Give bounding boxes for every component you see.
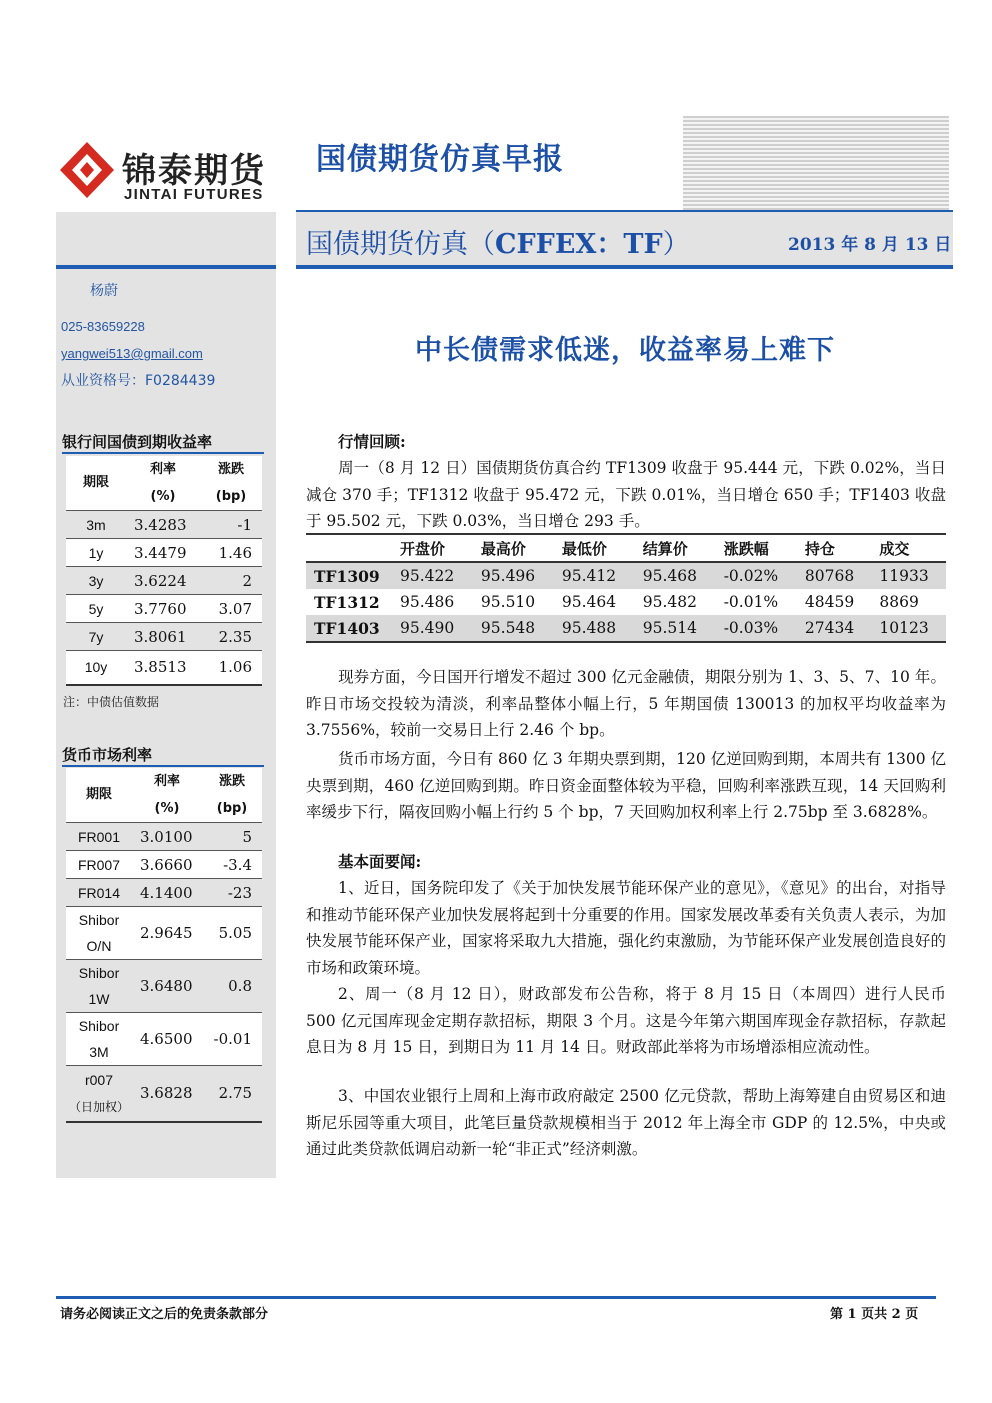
yield-table xyxy=(66,456,262,686)
spot-paragraph xyxy=(306,664,946,744)
contract-code: TF1312 xyxy=(314,592,380,612)
cell: 48459 xyxy=(804,593,855,611)
money-table-title: 货币市场利率 xyxy=(62,746,153,764)
rate: 3.4283 xyxy=(126,511,200,539)
news-paragraph-1 xyxy=(306,875,946,981)
yield-h-term: 期限 xyxy=(82,475,109,490)
change: 5.05 xyxy=(202,907,262,960)
fund-title: 基本面要闻: xyxy=(338,852,422,871)
table-row xyxy=(66,851,262,879)
cell: 95.496 xyxy=(473,562,554,589)
table-row xyxy=(306,562,946,589)
news-paragraph-3 xyxy=(306,1083,946,1163)
money-h-term: 期限 xyxy=(85,787,112,802)
rate: 3.6480 xyxy=(132,960,202,1013)
table-row xyxy=(66,960,262,1013)
term: 10y xyxy=(66,651,126,685)
term xyxy=(66,1066,132,1122)
rate: 3.7760 xyxy=(126,595,200,623)
yield-h-rate-unit: (%) xyxy=(150,488,176,504)
table-row xyxy=(66,651,262,685)
rate: 3.6224 xyxy=(126,567,200,595)
subtitle-code: CFFEX：TF xyxy=(495,229,663,260)
term: 3m xyxy=(66,511,126,539)
term xyxy=(66,1013,132,1066)
term-line1: Shibor xyxy=(78,912,120,928)
money-table-rule xyxy=(62,765,264,767)
news-text: 3、中国农业银行上周和上海市政府敲定 2500 亿元贷款，帮助上海筹建自由贸易区和迪斯尼乐园等重大项目，此笔巨量贷款规模相当于 2012 年上海全市 GDP 的 12.5%，中央或通过此类贷款低调启动新一轮“非正式”经济刺激。 xyxy=(306,1087,946,1158)
cell: 80768 xyxy=(797,562,872,589)
company-name-en: JINTAI FUTURES xyxy=(124,186,264,203)
cell: 27434 xyxy=(797,615,872,642)
col-header: 成交 xyxy=(871,534,946,562)
table-row xyxy=(66,1013,262,1066)
report-title: 国债期货仿真早报 xyxy=(316,142,564,177)
change: 1.06 xyxy=(200,651,262,685)
yield-h-rate: 利率 xyxy=(149,461,176,477)
author-phone: 025-83659228 xyxy=(61,319,145,334)
cell: -0.01% xyxy=(723,593,779,611)
yield-table-rule xyxy=(62,452,264,454)
term xyxy=(66,907,132,960)
author-name: 杨蔚 xyxy=(90,283,118,299)
rate: 4.1400 xyxy=(132,879,202,907)
cell: 10123 xyxy=(871,615,946,642)
change: 2.75 xyxy=(202,1066,262,1122)
table-row xyxy=(66,567,262,595)
cell: 95.486 xyxy=(400,593,455,611)
cell: 95.412 xyxy=(554,562,635,589)
term-line1: r007 xyxy=(84,1071,114,1088)
col-header: 最高价 xyxy=(473,534,554,562)
cell: 95.464 xyxy=(561,593,617,611)
review-heading xyxy=(306,429,946,456)
rate: 2.9645 xyxy=(132,907,202,960)
change: 1.46 xyxy=(200,539,262,567)
rate: 3.4479 xyxy=(126,539,200,567)
yield-note: 注：中债估值数据 xyxy=(63,695,160,709)
change: 5 xyxy=(202,823,262,851)
term-line2: O/N xyxy=(86,938,112,954)
report-subtitle xyxy=(306,222,690,261)
author-cert: 从业资格号：F0284439 xyxy=(61,373,216,389)
money-h-chg-unit: (bp) xyxy=(216,800,248,816)
money-h-chg: 涨跌 xyxy=(218,773,245,789)
cell: 11933 xyxy=(871,562,946,589)
change: 2 xyxy=(200,567,262,595)
term-line2: 3M xyxy=(89,1044,109,1060)
review-title: 行情回顾: xyxy=(338,432,406,451)
footer-page-number: 第 1 页共 2 页 xyxy=(830,1307,919,1322)
change: 0.8 xyxy=(202,960,262,1013)
table-row xyxy=(306,589,946,615)
headline: 中长债需求低迷，收益率易上难下 xyxy=(415,335,835,366)
col-header: 结算价 xyxy=(635,534,716,562)
money-table xyxy=(66,768,262,1123)
subtitle-end: ） xyxy=(662,229,690,260)
cell: 95.468 xyxy=(635,562,716,589)
change: -23 xyxy=(202,879,262,907)
table-row xyxy=(66,907,262,960)
term: FR001 xyxy=(66,823,132,851)
footer-disclaimer: 请务必阅读正文之后的免责条款部分 xyxy=(60,1307,269,1322)
cell: 95.510 xyxy=(480,593,536,611)
col-header: 持仓 xyxy=(797,534,872,562)
table-row xyxy=(66,623,262,651)
contract-code: TF1403 xyxy=(306,615,392,642)
news-text: 1、近日，国务院印发了《关于加快发展节能环保产业的意见》，《意见》的出台，对指导和推动节能环保产业加快发展将起到十分重要的作用。国家发展改革委有关负责人表示，为加快发展节能环保产业，国家将采取九大措施，强化约束激励，为节能环保产业发展创造良好的市场和政策环境。 xyxy=(306,879,946,977)
rate: 3.6828 xyxy=(132,1066,202,1122)
term: 3y xyxy=(66,567,126,595)
cell: 95.490 xyxy=(392,615,473,642)
cell: 95.422 xyxy=(392,562,473,589)
term: FR014 xyxy=(66,879,132,907)
change: -1 xyxy=(200,511,262,539)
news-paragraph-2 xyxy=(306,981,946,1061)
cell: 95.488 xyxy=(554,615,635,642)
cell: 95.514 xyxy=(635,615,716,642)
spot-text: 现券方面，今日国开行增发不超过 300 亿元金融债，期限分别为 1、3、5、7、10 年。昨日市场交投较为清淡，利率品整体小幅上行，5 年期国债 130013 的加权平均收益率为 3.7556%，较前一交易日上行 2.46 个 bp。 xyxy=(306,668,946,739)
cell: -0.03% xyxy=(716,615,797,642)
cell: 8869 xyxy=(879,593,919,611)
term: FR007 xyxy=(66,851,132,879)
term-line2: 1W xyxy=(88,991,110,1007)
money-h-rate: 利率 xyxy=(153,773,180,789)
author-email-link[interactable]: yangwei513@gmail.com xyxy=(61,346,203,361)
rate: 3.8513 xyxy=(126,651,200,685)
col-header xyxy=(306,534,392,562)
news-text: 2、周一（8 月 12 日），财政部发布公告称，将于 8 月 15 日（本周四）进行人民币 500 亿元国库现金定期存款招标，期限 3 个月。这是今年第六期国库现金存款招标，存款起息日为 8 月 15 日，到期日为 11 月 14 日。财政部此举将为市场增添相应流动性。 xyxy=(306,985,946,1056)
rate: 3.6660 xyxy=(132,851,202,879)
rate: 3.8061 xyxy=(126,623,200,651)
cell: 95.482 xyxy=(642,593,698,611)
table-row xyxy=(66,1066,262,1122)
term-line2: （日加权） xyxy=(68,1099,129,1114)
col-header: 涨跌幅 xyxy=(716,534,797,562)
contract-code: TF1309 xyxy=(306,562,392,589)
change: -3.4 xyxy=(202,851,262,879)
term-line1: Shibor xyxy=(78,965,120,981)
quotes-header-row xyxy=(306,534,946,562)
footer-rule xyxy=(56,1296,936,1299)
money-h-rate-unit: (%) xyxy=(154,800,180,816)
review-text: 周一（8 月 12 日）国债期货仿真合约 TF1309 收盘于 95.444 元，下跌 0.02%，当日减仓 370 手；TF1312 收盘于 95.472 元，下跌 0.01%，当日增仓 650 手；TF1403 收盘于 95.502 元，下跌 0.03%，当日增仓 293 手。 xyxy=(306,459,946,530)
cell: -0.02% xyxy=(716,562,797,589)
change: 2.35 xyxy=(200,623,262,651)
yield-h-chg: 涨跌 xyxy=(217,461,244,477)
fund-heading xyxy=(306,849,946,876)
yield-h-chg-unit: (bp) xyxy=(215,488,247,504)
rate: 4.6500 xyxy=(132,1013,202,1066)
table-row xyxy=(66,879,262,907)
table-row xyxy=(66,595,262,623)
review-paragraph xyxy=(306,455,946,535)
quotes-table xyxy=(306,533,946,643)
term: 1y xyxy=(66,539,126,567)
term: 5y xyxy=(66,595,126,623)
yield-table-title: 银行间国债到期收益率 xyxy=(62,433,213,451)
col-header: 最低价 xyxy=(554,534,635,562)
rate: 3.0100 xyxy=(132,823,202,851)
money-text: 货币市场方面，今日有 860 亿 3 年期央票到期，120 亿逆回购到期，本周共有 1300 亿央票到期，460 亿逆回购到期。昨日资金面整体较为平稳，回购利率涨跌互现，14 天回购利率缓步下行，隔夜回购小幅上行约 5 个 bp，7 天回购加权利率上行 2.75bp 至 3.6828%。 xyxy=(306,750,946,821)
left-rule xyxy=(56,265,276,269)
subtitle-plain: 国债期货仿真（ xyxy=(306,229,495,260)
change: 3.07 xyxy=(200,595,262,623)
table-row xyxy=(306,615,946,642)
term-line1: Shibor xyxy=(78,1018,120,1034)
cell: 95.548 xyxy=(473,615,554,642)
company-name-cn: 锦泰期货 xyxy=(122,151,266,191)
table-row xyxy=(66,511,262,539)
change: -0.01 xyxy=(202,1013,262,1066)
table-row xyxy=(66,539,262,567)
term: 7y xyxy=(66,623,126,651)
company-logo-icon xyxy=(58,140,116,200)
money-paragraph xyxy=(306,746,946,826)
report-date: 2013 年 8 月 13 日 xyxy=(788,235,952,255)
decorative-stripes xyxy=(683,116,949,212)
term xyxy=(66,960,132,1013)
right-rule xyxy=(296,265,953,269)
table-row xyxy=(66,823,262,851)
col-header: 开盘价 xyxy=(392,534,473,562)
